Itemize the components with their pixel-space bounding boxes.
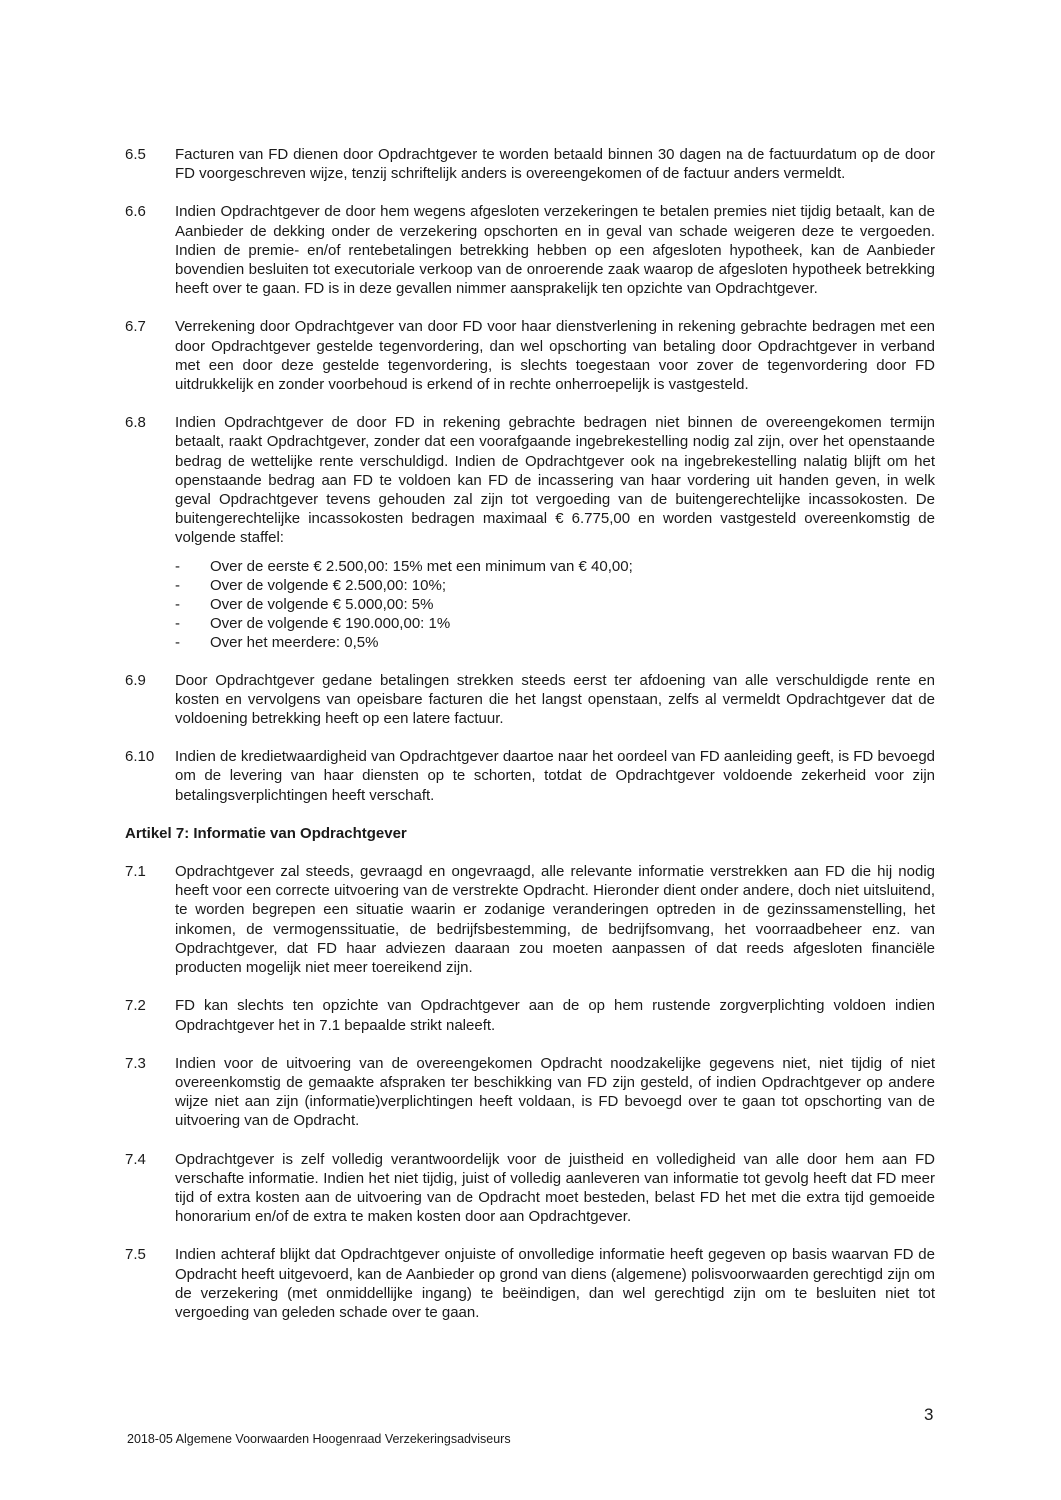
staffel-item bbox=[175, 595, 935, 614]
clause-number: 7.2 bbox=[125, 997, 146, 1015]
staffel-text: Over de volgende € 5.000,00: 5% bbox=[210, 595, 434, 613]
clause-text: Facturen van FD dienen door Opdrachtgever te worden betaald binnen 30 dagen na de factuurdatum op de door FD voorgeschreven wijze, tenzij schriftelijk anders is overeengekomen of de factuur anders vermeldt. bbox=[175, 146, 935, 183]
clause-number: 7.5 bbox=[125, 1246, 146, 1264]
clause-6-8 bbox=[125, 413, 935, 547]
staffel-text: Over de volgende € 2.500,00: 10%; bbox=[210, 576, 447, 594]
clause-text: Indien Opdrachtgever de door hem wegens afgesloten verzekeringen te betalen premies niet tijdig betaalt, kan de Aanbieder de dekking onder de verzekering opschorten en in geval van schade weigeren deze te vergoeden. Indien de premie- en/of rentebetalingen betrekking hebben op een afgesloten hypotheek, kan de Aanbieder bovendien besluiten tot executoriale verkoop van de onroerende zaak waarop de afgesloten hypotheek betrekking heeft over te gaan. FD is in deze gevallen nimmer aansprakelijk ten opzichte van Opdrachtgever. bbox=[175, 203, 935, 298]
article-7-heading: Artikel 7: Informatie van Opdrachtgever bbox=[125, 824, 407, 842]
clause-text: FD kan slechts ten opzichte van Opdrachtgever aan de op hem rustende zorgverplichting voldoen indien Opdrachtgever het in 7.1 bepaalde strikt naleeft. bbox=[175, 997, 935, 1034]
staffel-item bbox=[175, 614, 935, 633]
staffel-list bbox=[175, 557, 935, 652]
clause-6-5 bbox=[125, 145, 935, 183]
staffel-text: Over de eerste € 2.500,00: 15% met een minimum van € 40,00; bbox=[210, 557, 633, 575]
staffel-text: Over het meerdere: 0,5% bbox=[210, 633, 379, 651]
dash-bullet: - bbox=[175, 614, 180, 632]
dash-bullet: - bbox=[175, 576, 180, 594]
dash-bullet: - bbox=[175, 633, 180, 651]
clause-number: 7.3 bbox=[125, 1054, 146, 1072]
staffel-text: Over de volgende € 190.000,00: 1% bbox=[210, 614, 451, 632]
clause-number: 6.6 bbox=[125, 203, 146, 221]
clause-6-10 bbox=[125, 747, 935, 805]
staffel-item bbox=[175, 576, 935, 595]
clause-7-1 bbox=[125, 862, 935, 977]
page-content bbox=[125, 145, 935, 1341]
dash-bullet: - bbox=[175, 557, 180, 575]
clause-text: Indien Opdrachtgever de door FD in rekening gebrachte bedragen niet binnen de overeengekomen termijn betaalt, raakt Opdrachtgever, zonder dat een voorafgaande ingebrekestelling nodig zal zijn, over het openstaande bedrag de wettelijke rente verschuldigd. Indien de Opdrachtgever ook na ingebrekestelling nalatig blijft om het openstaande bedrag aan FD te voldoen kan FD de incassering van haar vordering uit handen geven, in welk geval Opdrachtgever tevens gehouden zal zijn tot vergoeding van de buitengerechtelijke incassokosten. De buitengerechtelijke incassokosten bedragen maximaal € 6.775,00 en worden vastgesteld overeenkomstig de volgende staffel: bbox=[175, 414, 935, 547]
staffel-item bbox=[175, 633, 935, 652]
clause-6-6 bbox=[125, 202, 935, 298]
clause-6-7 bbox=[125, 317, 935, 394]
clause-7-4 bbox=[125, 1150, 935, 1227]
clause-text: Verrekening door Opdrachtgever van door FD voor haar dienstverlening in rekening gebrachte bedragen met een door Opdrachtgever gestelde tegenvordering, dan wel opschorting van betaling door Opdrachtgever in verband met een door deze gestelde tegenvordering, is slechts toegestaan voor zover de tegenvordering door FD uitdrukkelijk en zonder voorbehoud is erkend of in rechte onherroepelijk is vastgesteld. bbox=[175, 318, 935, 394]
clause-number: 7.4 bbox=[125, 1150, 146, 1168]
clause-text: Opdrachtgever zal steeds, gevraagd en ongevraagd, alle relevante informatie verstrekken aan FD die hij nodig heeft voor een correcte uitvoering van de verstrekte Opdracht. Hieronder dient onder andere, doch niet uitsluitend, te worden begrepen een situatie waarin er zodanige veranderingen optreden in de gezinssamenstelling, het inkomen, de vermogenssituatie, de bedrijfsbestemming, de bedrijfsomvang, het voorraadbeheer enz. van Opdrachtgever, dat FD haar adviezen daaraan zou moeten aanpassen of dat reeds afgesloten financiële producten mogelijk niet meer toereikend zijn. bbox=[175, 863, 935, 977]
clause-number: 6.8 bbox=[125, 414, 146, 432]
dash-bullet: - bbox=[175, 595, 180, 613]
staffel-item bbox=[175, 557, 935, 576]
clause-text: Indien de kredietwaardigheid van Opdrachtgever daartoe naar het oordeel van FD aanleiding geeft, is FD bevoegd om de levering van haar diensten op te schorten, totdat de Opdrachtgever voldoende zekerheid voor zijn betalingsverplichtingen heeft verschaft. bbox=[175, 748, 935, 804]
clause-7-3 bbox=[125, 1054, 935, 1131]
page-number: 3 bbox=[924, 1405, 934, 1424]
clause-number: 6.9 bbox=[125, 671, 146, 689]
clause-number: 6.7 bbox=[125, 318, 146, 336]
page-footer: 2018-05 Algemene Voorwaarden Hoogenraad Verzekeringsadviseurs bbox=[127, 1432, 511, 1446]
clause-number: 6.10 bbox=[125, 748, 155, 766]
clause-number: 6.5 bbox=[125, 146, 146, 163]
clause-7-5 bbox=[125, 1245, 935, 1322]
clause-number: 7.1 bbox=[125, 863, 146, 881]
clause-text: Indien voor de uitvoering van de overeengekomen Opdracht noodzakelijke gegevens niet, niet tijdig of niet overeenkomstig de gemaakte afspraken ter beschikking van FD zijn gesteld, of indien Opdrachtgever op andere wijze niet aan zijn (informatie)verplichtingen heeft voldaan, is FD bevoegd over te gaan tot opschorting van de uitvoering van de Opdracht. bbox=[175, 1054, 935, 1130]
clause-6-9 bbox=[125, 671, 935, 729]
clause-text: Door Opdrachtgever gedane betalingen strekken steeds eerst ter afdoening van alle verschuldigde rente en kosten en vervolgens van opeisbare facturen die het langst openstaan, zelfs al vermeldt Opdrachtgever dat de voldoening betrekking heeft op een latere factuur. bbox=[175, 671, 935, 728]
clause-text: Indien achteraf blijkt dat Opdrachtgever onjuiste of onvolledige informatie heeft gegeven op basis waarvan FD de Opdracht heeft uitgevoerd, kan de Aanbieder op grond van diens (algemene) polisvoorwaarden gerechtigd zijn om de verzekering (met onmiddellijke ingang) te beëindigen, dan wel gerechtigd zijn om te besluiten niet tot vergoeding van geleden schade over te gaan. bbox=[175, 1246, 935, 1321]
clause-text: Opdrachtgever is zelf volledig verantwoordelijk voor de juistheid en volledigheid van alle door hem aan FD verschafte informatie. Indien het niet tijdig, juist of volledig aanleveren van informatie tot gevolg heeft dat FD meer tijd of extra kosten aan de uitvoering van de Opdracht moet besteden, belast FD het met die extra tijd gemoeide honorarium en/of de extra te maken kosten door aan Opdrachtgever. bbox=[175, 1150, 935, 1226]
clause-7-2 bbox=[125, 996, 935, 1034]
